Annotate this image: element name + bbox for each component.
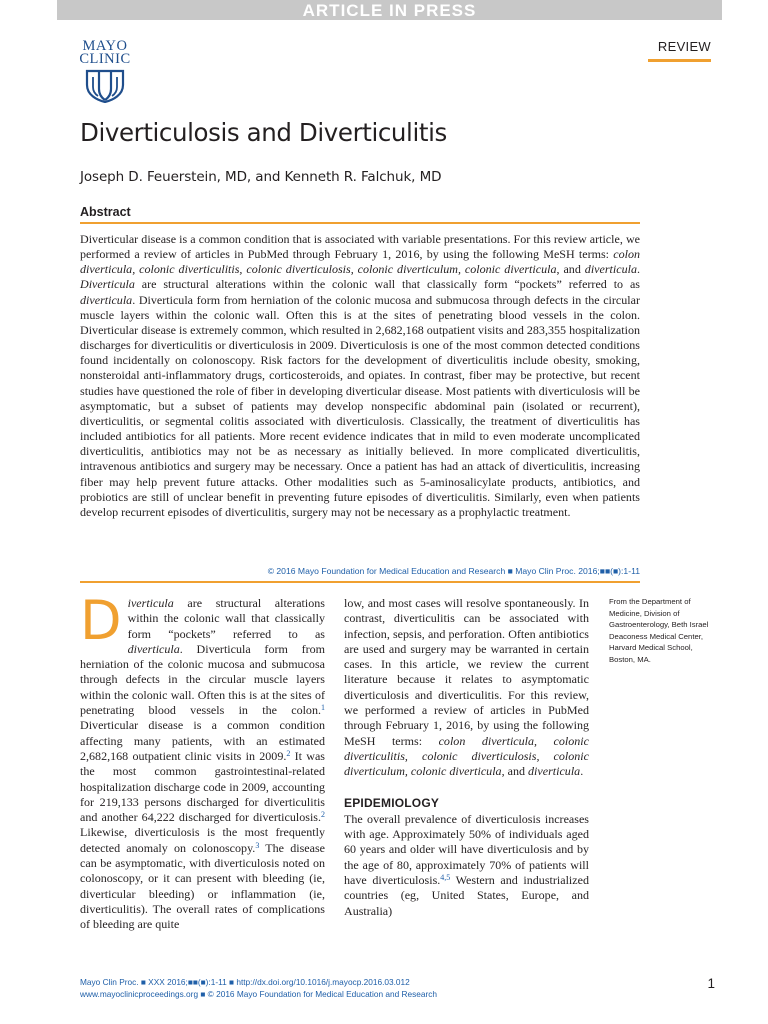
- mayo-clinic-logo: [76, 40, 134, 103]
- article-in-press-banner: ARTICLE IN PRESS: [57, 0, 722, 20]
- section-heading-epidemiology: EPIDEMIOLOGY: [344, 795, 440, 810]
- footer-citation[interactable]: Mayo Clin Proc. ■ XXX 2016;■■(■):1-11 ■ http://dx.doi.org/10.1016/j.mayocp.2016.03.012: [80, 977, 410, 987]
- paragraph: low, and most cases will resolve spontaneously. In contrast, diverticulitis can be associated with infection, sepsis, and perforation. Often antibiotics are used and surgery may be warranted in certain cases. In this article, we review the current literature because it relates to asymptomatic diverticulosis and diverticulitis. For this review, we performed a review of articles in PubMed through February 1, 2016, by using the following MeSH terms: colon diverticula, colonic diverticulitis, colonic diverticulosis, colonic diverticulum, colonic diverticula, and diverticula.: [344, 596, 589, 779]
- article-title: Diverticulosis and Diverticulitis: [80, 118, 447, 147]
- footer-website[interactable]: www.mayoclinicproceedings.org ■ © 2016 Mayo Foundation for Medical Education and Research: [80, 989, 438, 999]
- abstract-bottom-rule: [80, 581, 640, 583]
- page-number: 1: [707, 976, 715, 991]
- authors: Joseph D. Feuerstein, MD, and Kenneth R. Falchuk, MD: [80, 169, 442, 185]
- abstract-heading: Abstract: [80, 205, 131, 219]
- paragraph: The overall prevalence of diverticulosis increases with age. Approximately 50% of individuals aged 60 years and older will have diverticulosis and by the age of 80, approximately 70% of patients will have diverticulosis.$^{4,5}$ Western and industrialized countries (eg, United States, Europe, and Australia): [344, 811, 589, 918]
- reference-link[interactable]: 2: [321, 810, 325, 820]
- abstract-copyright: © 2016 Mayo Foundation for Medical Education and Research ■ Mayo Clin Proc. 2016;■■(■):1-11: [267, 566, 640, 576]
- logo-line-2: CLINIC: [79, 51, 131, 67]
- body-column-2: [344, 596, 589, 919]
- reference-link[interactable]: 2: [286, 748, 291, 758]
- reference-link[interactable]: 1: [321, 703, 325, 713]
- affiliation-note: From the Department of Medicine, Division of Gastroenterology, Beth Israel Deaconess Medical Center, Harvard Medical School, Boston, MA.: [609, 597, 709, 664]
- section-label: REVIEW: [657, 39, 711, 54]
- body-column-1: Diverticula are structural alterations within the colonic wall that classically form “pockets” referred to as diverticula. Diverticula form from herniation of the colonic mucosa and submucosa through defects in the circular muscle layers within the colonic wall. Often this is at the sites of penetrating blood vessels in the colon.$^1$ Diverticular disease is a common condition affecting many patients, with an estimated 2,682,168 outpatient clinic visits in 2009.$^2$ It was the most common gastrointestinal-related hospitalization discharge code in 2009, accounting for 219,133 persons discharged for diverticulitis and another 64,222 discharged for diverticulosis.$^2$ Likewise, diverticulosis is the most frequently detected anomaly on colonoscopy.$^3$ The disease can be asymptomatic, with diverticulosis noted on colonoscopy, or it can present with bleeding (ie, diverticular bleeding) or inflammation (ie, diverticulitis). The overall rates of complications of bleeding are quite: [80, 589, 325, 932]
- abstract-text: Diverticular disease is a common condition that is associated with variable presentations. For this review article, we performed a review of articles in PubMed through February 1, 2016, by using the following MeSH terms: colon diverticula, colonic diverticulitis, colonic diverticulosis, colonic diverticulum, colonic diverticula, and diverticula. Diverticula are structural alterations within the colonic wall that classically form “pockets” referred to as diverticula. Diverticula form from herniation of the colonic mucosa and submucosa through defects in the circular muscle layers within the colonic wall. Often this is at the sites of penetrating blood vessels in the colon. Diverticular disease is extremely common, which resulted in 2,682,168 outpatient visits and 283,355 hospitalization discharges for diverticulitis or diverticulosis in 2009. Diverticulosis is one of the most common detected conditions found incidentally on colonoscopy. Risk factors for the development of diverticulitis include obesity, smoking, nonsteroidal anti-inflammatory drugs, corticosteroids, and opiates. In contrast, fiber may be protective, but recent studies have questioned the role of fiber in developing diverticular disease. Most patients with diverticulosis will be asymptomatic, but a subset of patients may develop nonspecific abdominal pain (isolated or recurrent), diverticulitis, or segmental colitis associated with diverticulosis. Classically, the treatment of diverticulitis has included antibiotics for all patients. More recent evidence indicates that in mild to even moderate uncomplicated diverticulitis, antibiotics may not be as necessary as initially believed. In more complicated diverticulitis, intravenous antibiotics and surgery may be necessary. Once a patient has had an attack of diverticulitis, increasing fiber may help prevent future attacks. Other modalities such as 5-aminosalicylate products, antibiotics, and probiotics are still of unclear benefit in preventing future episodes of diverticulitis. Similarly, even when patients develop recurrent episodes of diverticulitis, surgery may not be necessary as a prophylactic treatment.: [80, 232, 640, 519]
- drop-cap: D: [80, 589, 122, 652]
- logo-line-1: MAYO: [82, 38, 128, 54]
- reference-link[interactable]: 4,5: [440, 873, 451, 883]
- reference-link[interactable]: 3: [255, 840, 260, 850]
- shield-icon: [85, 69, 125, 103]
- abstract-top-rule: [80, 222, 640, 224]
- section-label-rule: [648, 59, 711, 62]
- abstract-mesh-terms: colon diverticula, colonic diverticulitis, colonic diverticulosis, colonic diverticulum, colonic diverticula: [80, 247, 640, 277]
